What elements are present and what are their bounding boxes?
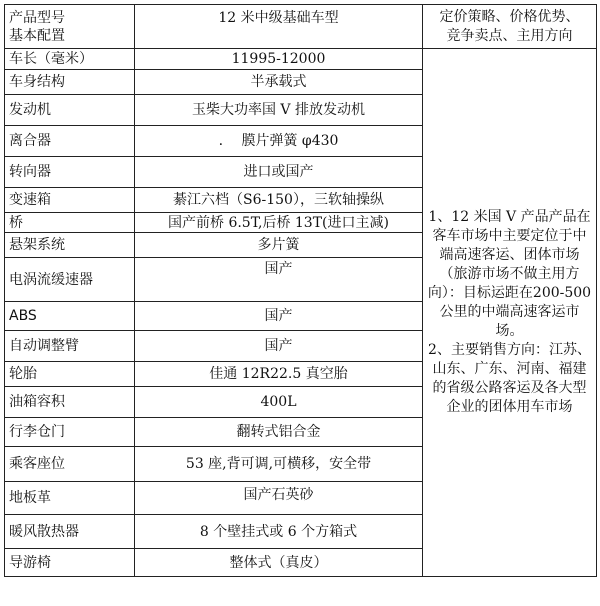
row-value: 53 座,背可调,可横移，安全带 <box>135 447 423 482</box>
row-value: 半承载式 <box>135 70 423 95</box>
row-label: 桥 <box>5 213 135 233</box>
header-label-cell <box>5 5 135 49</box>
row-value: 多片簧 <box>135 233 423 258</box>
side-header-cell <box>423 5 597 49</box>
row-label: 车身结构 <box>5 70 135 95</box>
header-label-line1: 产品型号 <box>9 9 65 26</box>
row-label: ABS <box>5 302 135 331</box>
header-row <box>5 5 597 49</box>
row-value: 国产 <box>135 302 423 331</box>
row-value: 国产石英砂 <box>135 482 423 515</box>
table-row <box>5 49 597 70</box>
row-label: 变速箱 <box>5 188 135 213</box>
row-value: 翻转式铝合金 <box>135 418 423 447</box>
side-header-line1: 定价策略、价格优势、 <box>439 8 580 25</box>
row-value: 国产前桥 6.5T,后桥 13T(进口主减) <box>135 213 423 233</box>
row-value: . 膜片弹簧 φ430 <box>135 126 423 157</box>
row-value: 玉柴大功率国 V 排放发动机 <box>135 95 423 126</box>
row-value: 进口或国产 <box>135 157 423 188</box>
row-label: 行李仓门 <box>5 418 135 447</box>
row-label: 发动机 <box>5 95 135 126</box>
row-value: 400L <box>135 387 423 418</box>
row-value: 佳通 12R22.5 真空胎 <box>135 362 423 387</box>
row-value: 8 个壁挂式或 6 个方箱式 <box>135 515 423 549</box>
row-label: 转向器 <box>5 157 135 188</box>
row-label: 导游椅 <box>5 549 135 577</box>
row-label: 油箱容积 <box>5 387 135 418</box>
row-label: 电涡流缓速器 <box>5 258 135 302</box>
row-value: 国产 <box>135 258 423 302</box>
row-label: 离合器 <box>5 126 135 157</box>
row-label: 轮胎 <box>5 362 135 387</box>
header-label-line2: 基本配置 <box>9 27 65 44</box>
row-label: 暖风散热器 <box>5 515 135 549</box>
row-value: 11995-12000 <box>135 49 423 70</box>
side-note-para1: 1、12 米国 V 产品产品在客车市场中主要定位于中端高速客运、团体市场（旅游市场不做主用方向）：目标运距在200-500 公里的中端高速客运市场。 <box>427 209 592 339</box>
side-note-para2: 2、主要销售方向：江苏、山东、广东、河南、福建的省级公路客运及各大型企业的团体用车市场 <box>428 342 591 415</box>
side-header-line2: 竞争卖点、主用方向 <box>446 27 573 44</box>
row-label: 乘客座位 <box>5 447 135 482</box>
model-name-cell: 12 米中级基础车型 <box>135 5 423 49</box>
row-label: 地板革 <box>5 482 135 515</box>
row-value: 綦江六档（S6-150），三软轴操纵 <box>135 188 423 213</box>
row-value: 整体式（真皮） <box>135 549 423 577</box>
row-label: 悬架系统 <box>5 233 135 258</box>
row-value: 国产 <box>135 331 423 362</box>
side-note-cell <box>423 49 597 577</box>
row-label: 车长（毫米） <box>5 49 135 70</box>
spec-table <box>4 4 597 577</box>
row-label: 自动调整臂 <box>5 331 135 362</box>
